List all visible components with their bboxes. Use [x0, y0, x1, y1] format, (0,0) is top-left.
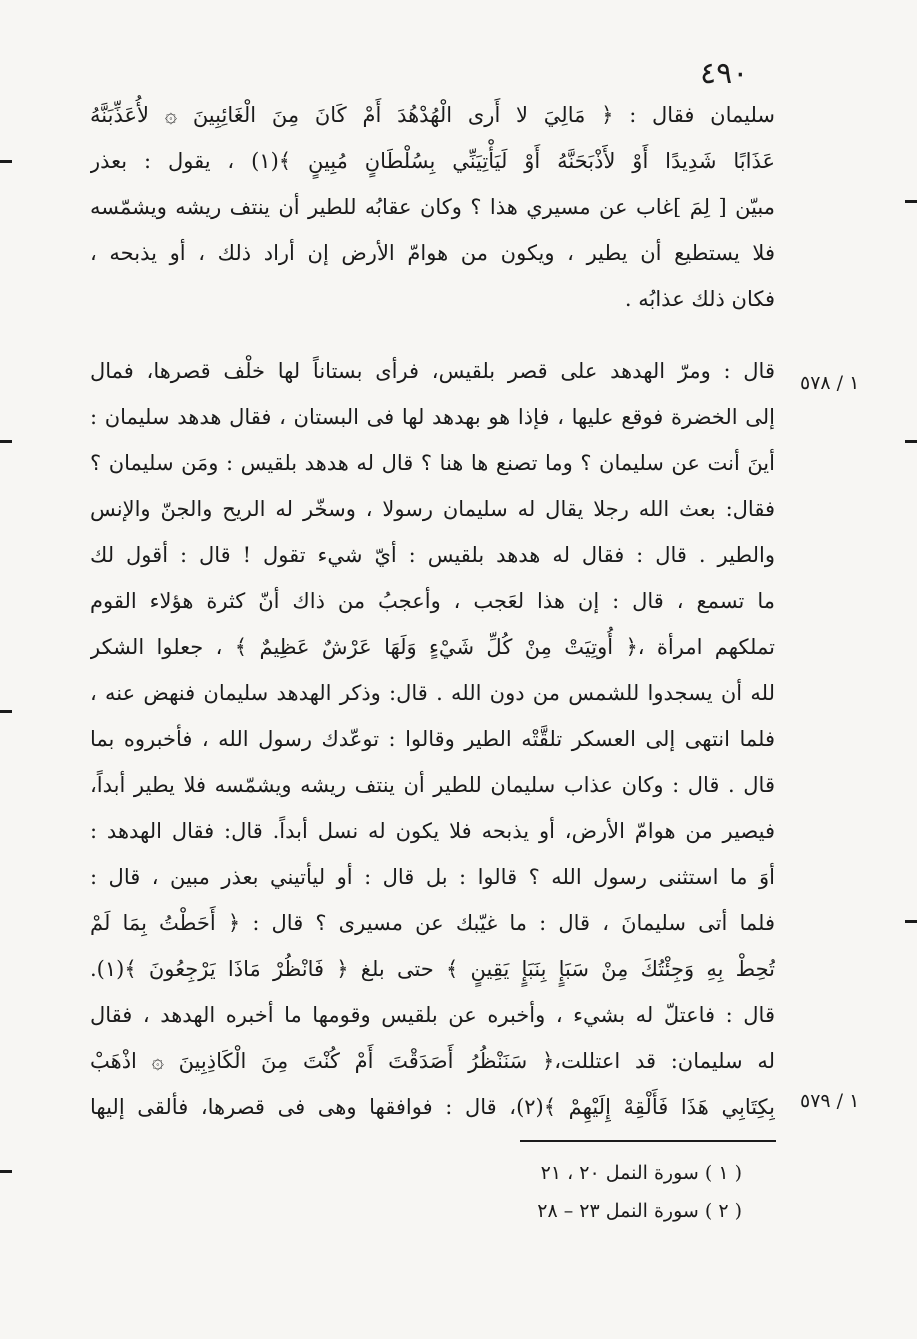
text-line: فيصير من هوامّ الأرض، أو يذبحه فلا يكون له نسل أبداً. قال: فقال الهدهد :: [90, 819, 775, 843]
text-line: فقال: بعث الله رجلا يقال له سليمان رسولا ، وسخّر له الريح والجنّ والإنس: [90, 497, 775, 521]
text-line: فلا يستطيع أن يطير ، ويكون من هوامّ الأرض إن أراد ذلك ، أو يذبحه ،: [90, 241, 775, 265]
edge-mark: [905, 200, 917, 203]
text-line: سليمان فقال : ﴿ مَالِيَ لا أَرى الْهُدْهُدَ أَمْ كَانَ مِنَ الْغَائِبِينَ ۞ لأُعَذِّبَنَّهُ: [90, 103, 775, 127]
text-line: له سليمان: قد اعتللت،﴿ سَنَنْظُرُ أَصَدَقْتَ أَمْ كُنْتَ مِنَ الْكَاذِبِينَ ۞ اذْهَبْ: [90, 1049, 775, 1073]
edge-mark: [0, 1170, 12, 1173]
text-line: إلى الخضرة فوقع عليها ، فإذا هو بهدهد لها فى البستان ، فقال هدهد سليمان :: [90, 405, 775, 429]
text-line: لله أن يسجدوا للشمس من دون الله . قال: وذكر الهدهد سليمان فنهض عنه ،: [90, 681, 775, 705]
main-text: [90, 92, 775, 1130]
edge-mark: [0, 440, 12, 443]
text-line: تُحِطْ بِهِ وَجِئْتُكَ مِنْ سَبَإٍ بِنَبَإٍ يَقِينٍ ﴾ حتى بلغ ﴿ فَانْظُرْ مَاذَا يَرْجِعُونَ ﴾(١).: [90, 957, 775, 981]
text-line: ما تسمع ، قال : إن هذا لعَجب ، وأعجبُ من ذاك أنّ كثرة هؤلاء القوم: [90, 589, 775, 613]
margin-reference: ١ / ٥٧٨: [800, 372, 860, 394]
text-line: تملكهم امرأة ،﴿ أُوتِيَتْ مِنْ كُلِّ شَيْءٍ وَلَهَا عَرْشٌ عَظِيمٌ ﴾ ، جعلوا الشكر: [90, 635, 775, 659]
edge-mark: [0, 710, 12, 713]
text-line: فلما أتى سليمانَ ، قال : ما غيّبك عن مسيرى ؟ قال : ﴿ أَحَطْتُ بِمَا لَمْ: [90, 911, 775, 935]
edge-mark: [0, 160, 12, 163]
page-number: ٤٩٠: [700, 56, 749, 91]
text-line: قال : ومرّ الهدهد على قصر بلقيس، فرأى بستاناً لها خلْف قصرها، فمال: [90, 359, 775, 383]
edge-mark: [905, 440, 917, 443]
text-line: عَذَابًا شَدِيدًا أَوْ لأَذْبَحَنَّهُ أَوْ لَيَأْتِيَنِّي بِسُلْطَانٍ مُبِينٍ ﴾(١) ، يقول : بعذر: [90, 149, 775, 173]
text-line: فكان ذلك عذابُه .: [624, 287, 775, 311]
footnote: ( ١ ) سورة النمل ٢٠ ، ٢١: [540, 1162, 742, 1184]
text-line: أوَ ما استثنى رسول الله ؟ قالوا : بل قال : أو ليأتيني بعذر مبين ، قال :: [90, 865, 775, 889]
footnote: ( ٢ ) سورة النمل ٢٣ – ٢٨: [537, 1200, 742, 1222]
margin-reference: ١ / ٥٧٩: [800, 1090, 860, 1112]
text-line: مبيّن [ لِمَ ]غاب عن مسيري هذا ؟ وكان عقابُه للطير أن ينتف ريشه ويشمّسه: [90, 195, 775, 219]
footnote-divider: [520, 1140, 776, 1142]
text-line: أينَ أنت عن سليمان ؟ وما تصنع ها هنا ؟ قال له هدهد بلقيس : ومَن سليمان ؟: [90, 451, 775, 475]
text-line: والطير . قال : فقال له هدهد بلقيس : أيّ شيء تقول ! قال : أقول لك: [90, 543, 775, 567]
text-line: قال : فاعتلّ له بشيء ، وأخبره عن بلقيس وقومها ما أخبره الهدهد ، فقال: [90, 1003, 775, 1027]
text-line: فلما انتهى إلى العسكر تلقَّتْه الطير وقالوا : توعّدك رسول الله ، فأخبروه بما: [90, 727, 775, 751]
text-line: قال . قال : وكان عذاب سليمان للطير أن ينتف ريشه ويشمّسه فلا يطير أبداً،: [90, 773, 775, 797]
text-line: بِكِتَابِي هَذَا فَأَلْقِهْ إِلَيْهِمْ ﴾(٢)، قال : فوافقها وهى فى قصرها، فألقى إليها: [90, 1095, 775, 1119]
edge-mark: [905, 920, 917, 923]
